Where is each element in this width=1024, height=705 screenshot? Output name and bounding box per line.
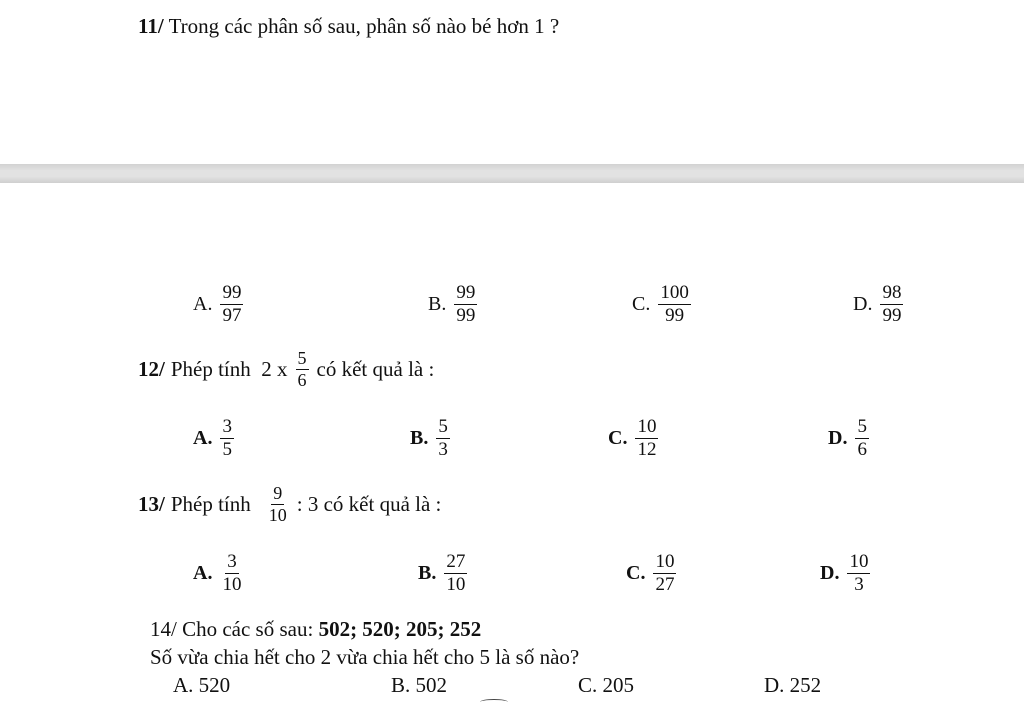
option-label: A. xyxy=(193,292,213,315)
question-11-text: Trong các phân số sau, phân số nào bé hơn 1 ? xyxy=(168,14,560,38)
q14-option-d[interactable]: D. 252 xyxy=(764,673,822,697)
option-fraction: $\frac{10}{12}$ xyxy=(637,416,657,460)
q12-option-c[interactable] xyxy=(608,417,660,460)
q14-option-b[interactable]: B. 502 xyxy=(391,673,448,697)
question-12-text-after: có kết quả là : xyxy=(316,356,435,381)
option-label: B. xyxy=(418,561,437,584)
option-fraction: $\frac{10}{27}$ xyxy=(655,551,675,595)
question-12-text-before: Phép tính 2 x xyxy=(170,356,288,381)
option-fraction: $\frac{27}{10}$ xyxy=(446,551,466,595)
option-label: D. xyxy=(853,292,873,315)
option-fraction: $\frac{5}{3}$ xyxy=(438,416,448,460)
q12-option-b[interactable] xyxy=(410,417,452,460)
q11-option-a[interactable] xyxy=(193,283,245,326)
cropped-glyph-fragment xyxy=(480,699,508,705)
option-label: C. xyxy=(626,561,646,584)
option-label: A. xyxy=(193,426,213,449)
q11-option-c[interactable] xyxy=(632,283,693,326)
q13-option-d[interactable] xyxy=(820,552,872,595)
option-label: D. xyxy=(828,426,848,449)
q13-option-b[interactable] xyxy=(418,552,469,595)
q11-option-b[interactable] xyxy=(428,283,479,326)
question-12-title xyxy=(138,349,434,390)
question-13-fraction: $\frac{9}{10}$ xyxy=(268,483,287,525)
question-11-title xyxy=(138,14,559,39)
q13-option-c[interactable] xyxy=(626,552,678,595)
option-label: B. xyxy=(428,292,447,315)
q14-option-c[interactable]: C. 205 xyxy=(578,673,635,697)
q13-option-a[interactable] xyxy=(193,552,245,595)
question-12-number: 12/ xyxy=(138,356,165,381)
q11-option-d[interactable] xyxy=(853,283,905,326)
question-13-text-after: : 3 có kết quả là : xyxy=(296,491,442,516)
option-fraction: $\frac{99}{97}$ xyxy=(222,282,242,326)
question-14-title xyxy=(150,617,481,642)
question-11-number: 11/ xyxy=(138,14,164,38)
option-fraction: $\frac{5}{6}$ xyxy=(857,416,867,460)
option-fraction: $\frac{10}{3}$ xyxy=(849,551,869,595)
option-fraction: $\frac{3}{5}$ xyxy=(222,416,232,460)
q12-option-a[interactable] xyxy=(193,417,236,460)
question-14-intro: 14/ Cho các số sau: xyxy=(150,617,314,641)
option-fraction: $\frac{100}{99}$ xyxy=(660,282,689,326)
option-fraction: $\frac{98}{99}$ xyxy=(882,282,902,326)
question-14-text: Số vừa chia hết cho 2 vừa chia hết cho 5 là số nào? xyxy=(150,645,580,669)
question-13-number: 13/ xyxy=(138,491,165,516)
q14-option-a[interactable]: A. 520 xyxy=(173,673,231,697)
option-label: C. xyxy=(608,426,628,449)
question-13-title xyxy=(138,484,441,525)
option-fraction: $\frac{3}{10}$ xyxy=(222,551,242,595)
q12-option-d[interactable] xyxy=(828,417,871,460)
option-label: B. xyxy=(410,426,429,449)
option-label: C. xyxy=(632,292,651,315)
question-14-numbers: 502; 520; 205; 252 xyxy=(318,617,482,641)
question-12-fraction: $\frac{5}{6}$ xyxy=(297,348,307,390)
option-label: D. xyxy=(820,561,840,584)
option-fraction: $\frac{99}{99}$ xyxy=(456,282,476,326)
page-separator xyxy=(0,164,1024,183)
option-label: A. xyxy=(193,561,213,584)
question-13-text-before: Phép tính xyxy=(170,491,251,516)
